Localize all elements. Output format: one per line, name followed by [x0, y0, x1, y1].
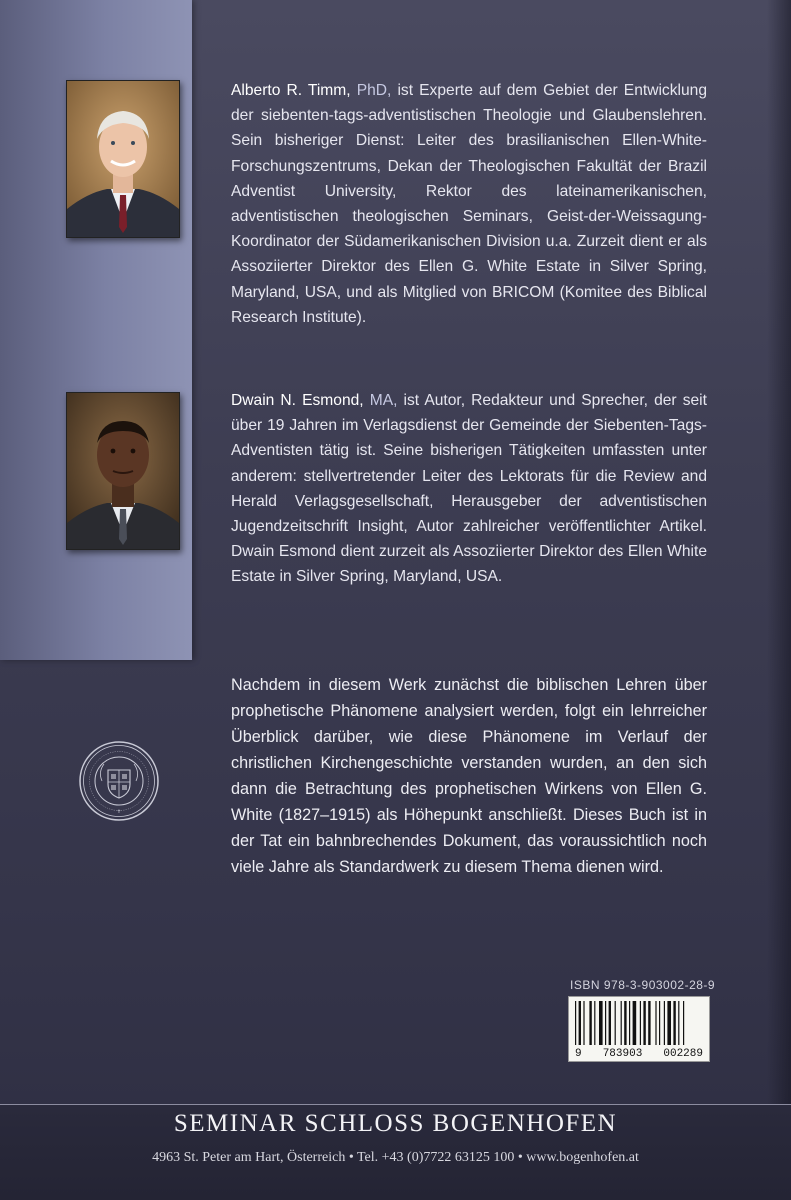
barcode-lead-digit: 9: [575, 1048, 582, 1060]
author-name: Alberto R. Timm,: [231, 82, 351, 99]
barcode-left-digits: 783903: [602, 1048, 643, 1060]
author-bio-text: ist Autor, Redakteur und Sprecher, der seit über 19 Jahren im Verlagsdienst der Gemeinde der Siebenten-Tags-Adventisten tätig ist. Seine bisherigen Tätigkeiten umfassten unter anderem: stellvertretender Leiter des Lektorats für die Review and Herald Verlagsgesellschaft, Herausgeber der adventistischen Jugendzeitschrift Insight, Autor zahlreicher veröffentlichter Artikel. Dwain Esmond dient zurzeit als Assoziierter Direktor des Ellen White Estate in Silver Spring, Maryland, USA.: [231, 392, 707, 586]
publisher-address: 4963 St. Peter am Hart, Österreich • Tel. +43 (0)7722 63125 100 • www.bogenhofen.at: [152, 1150, 639, 1165]
isbn-label: ISBN 978-3-903002-28-9: [570, 978, 716, 992]
barcode-right-digits: 002289: [663, 1048, 703, 1060]
book-blurb: Nachdem in diesem Werk zunächst die biblischen Lehren über prophetische Phänomene analysiert werden, folgt ein lehrreicher Überblick darüber, wie diese Phänomene im Verlauf der christlichen Kirchengeschichte verstanden wurden, an den sich dann die Betrachtung des prophetischen Wirkens von Ellen G. White (1827–1915) als Höhepunkt anschließt. Dieses Buch ist in der Tat ein bahnbrechendes Dokument, das voraussichtlich noch viele Jahre als Standardwerk zu diesem Thema dienen wird.: [231, 676, 707, 876]
author-degree: PhD,: [356, 82, 392, 99]
author-photo-esmond: [66, 392, 180, 550]
seal-icon: [78, 740, 160, 822]
svg-text:✝: ✝: [116, 810, 122, 815]
author-name: Dwain N. Esmond,: [231, 392, 364, 409]
author-bio-esmond: [231, 388, 707, 590]
publisher-name: SEMINAR SCHLOSS BOGENHOFEN: [173, 1110, 618, 1137]
author-photo-timm: [66, 80, 180, 238]
spine-shadow: [767, 0, 791, 1200]
barcode: [568, 996, 710, 1062]
author-bio-text: ist Experte auf dem Gebiet der Entwicklung der siebenten-tags-adventistischen Theologie und Glaubenslehren. Sein bisheriger Dienst: Leiter des brasilianischen Ellen-White-Forschungszentrums, Dekan der Theologischen Fakultät der Brazil Adventist University, Rektor des lateinamerikanischen, adventistischen theologischen Seminars, Geist-der-Weissagung-Koordinator der Südamerikanischen Division u.a. Zurzeit dient er als Assoziierter Direktor des Ellen G. White Estate in Silver Spring, Maryland, USA, und als Mitglied von BRICOM (Komitee des Biblical Research Institute).: [231, 82, 707, 326]
author-degree: MA,: [369, 392, 398, 409]
barcode-bars: [569, 997, 709, 1047]
author-bio-timm: [231, 78, 707, 330]
barcode-digits: [569, 1048, 709, 1060]
